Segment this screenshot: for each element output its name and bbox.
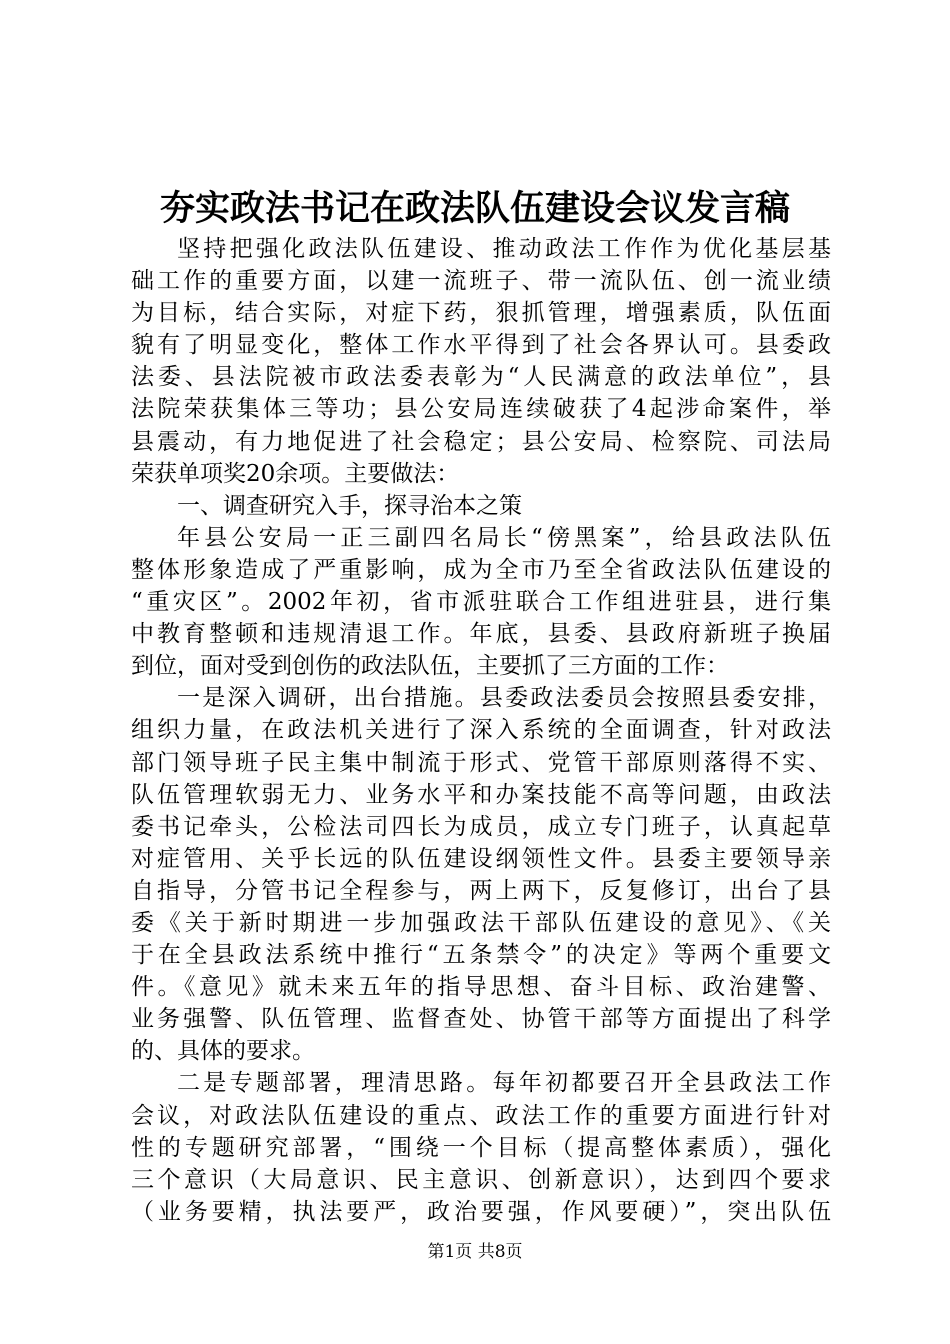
- paragraph-line: 年县公安局一正三副四名局长“傍黑案”，给县政法队伍: [177, 524, 831, 551]
- paragraph-line: 二是专题部署，理清思路。每年初都要召开全县政法工作: [177, 1070, 831, 1097]
- page-footer: 第1页 共8页: [427, 1242, 523, 1262]
- paragraph-line: 到位，面对受到创伤的政法队伍，主要抓了三方面的工作：: [131, 653, 729, 680]
- paragraph-line: （业务要精，执法要严，政治要强，作风要硬）”，突出队伍: [131, 1198, 831, 1225]
- paragraph-line: 对症管用、关乎长远的队伍建设纲领性文件。县委主要领导亲: [131, 845, 831, 872]
- paragraph-line: 县震动，有力地促进了社会稳定；县公安局、检察院、司法局: [131, 428, 831, 455]
- paragraph-line: “重灾区”。2002年初，省市派驻联合工作组进驻县，进行集: [131, 589, 831, 616]
- paragraph-line: 组织力量，在政法机关进行了深入系统的全面调查，针对政法: [131, 717, 831, 744]
- paragraph-line: 法委、县法院被市政法委表彰为“人民满意的政法单位”，县: [131, 364, 831, 391]
- document-body: [131, 233, 831, 1228]
- paragraph-line: 一是深入调研，出台措施。县委政法委员会按照县委安排，: [177, 685, 831, 712]
- section-heading: 一、调查研究入手，探寻治本之策: [177, 492, 522, 519]
- paragraph-line: 性的专题研究部署，“围绕一个目标（提高整体素质），强化: [131, 1134, 831, 1161]
- paragraph-line: 委书记牵头，公检法司四长为成员，成立专门班子，认真起草: [131, 813, 831, 840]
- paragraph-line: 荣获单项奖20余项。主要做法：: [131, 460, 460, 487]
- paragraph-line: 三个意识（大局意识、民主意识、创新意识），达到四个要求: [131, 1166, 831, 1193]
- paragraph-line: 法院荣获集体三等功；县公安局连续破获了4起涉命案件，举: [131, 396, 831, 423]
- paragraph-line: 业务强警、队伍管理、监督查处、协管干部等方面提出了科学: [131, 1006, 831, 1033]
- paragraph-line: 坚持把强化政法队伍建设、推动政法工作作为优化基层基: [177, 236, 831, 262]
- paragraph-line: 自指导，分管书记全程参与，两上两下，反复修订，出台了县: [131, 877, 831, 904]
- paragraph-line: 会议，对政法队伍建设的重点、政法工作的重要方面进行针对: [131, 1102, 831, 1129]
- paragraph-line: 貌有了明显变化，整体工作水平得到了社会各界认可。县委政: [131, 332, 831, 359]
- paragraph-line: 件。《意见》就未来五年的指导思想、奋斗目标、政治建警、: [131, 974, 831, 1001]
- paragraph-line: 整体形象造成了严重影响，成为全市乃至全省政法队伍建设的: [131, 556, 831, 583]
- paragraph-line: 中教育整顿和违规清退工作。年底，县委、县政府新班子换届: [131, 621, 831, 648]
- paragraph-line: 础工作的重要方面，以建一流班子、带一流队伍、创一流业绩: [131, 268, 831, 295]
- paragraph-line: 队伍管理软弱无力、业务水平和办案技能不高等问题，由政法: [131, 781, 831, 808]
- paragraph-line: 委《关于新时期进一步加强政法干部队伍建设的意见》、《关: [131, 909, 831, 936]
- document-title: 夯实政法书记在政法队伍建设会议发言稿: [159, 188, 790, 229]
- paragraph-line: 为目标，结合实际，对症下药，狠抓管理，增强素质，队伍面: [131, 300, 831, 327]
- paragraph-line: 于在全县政法系统中推行“五条禁令”的决定》等两个重要文: [131, 942, 831, 969]
- paragraph-line: 的、具体的要求。: [131, 1038, 315, 1065]
- paragraph-line: 部门领导班子民主集中制流于形式、党管干部原则落得不实、: [131, 749, 831, 776]
